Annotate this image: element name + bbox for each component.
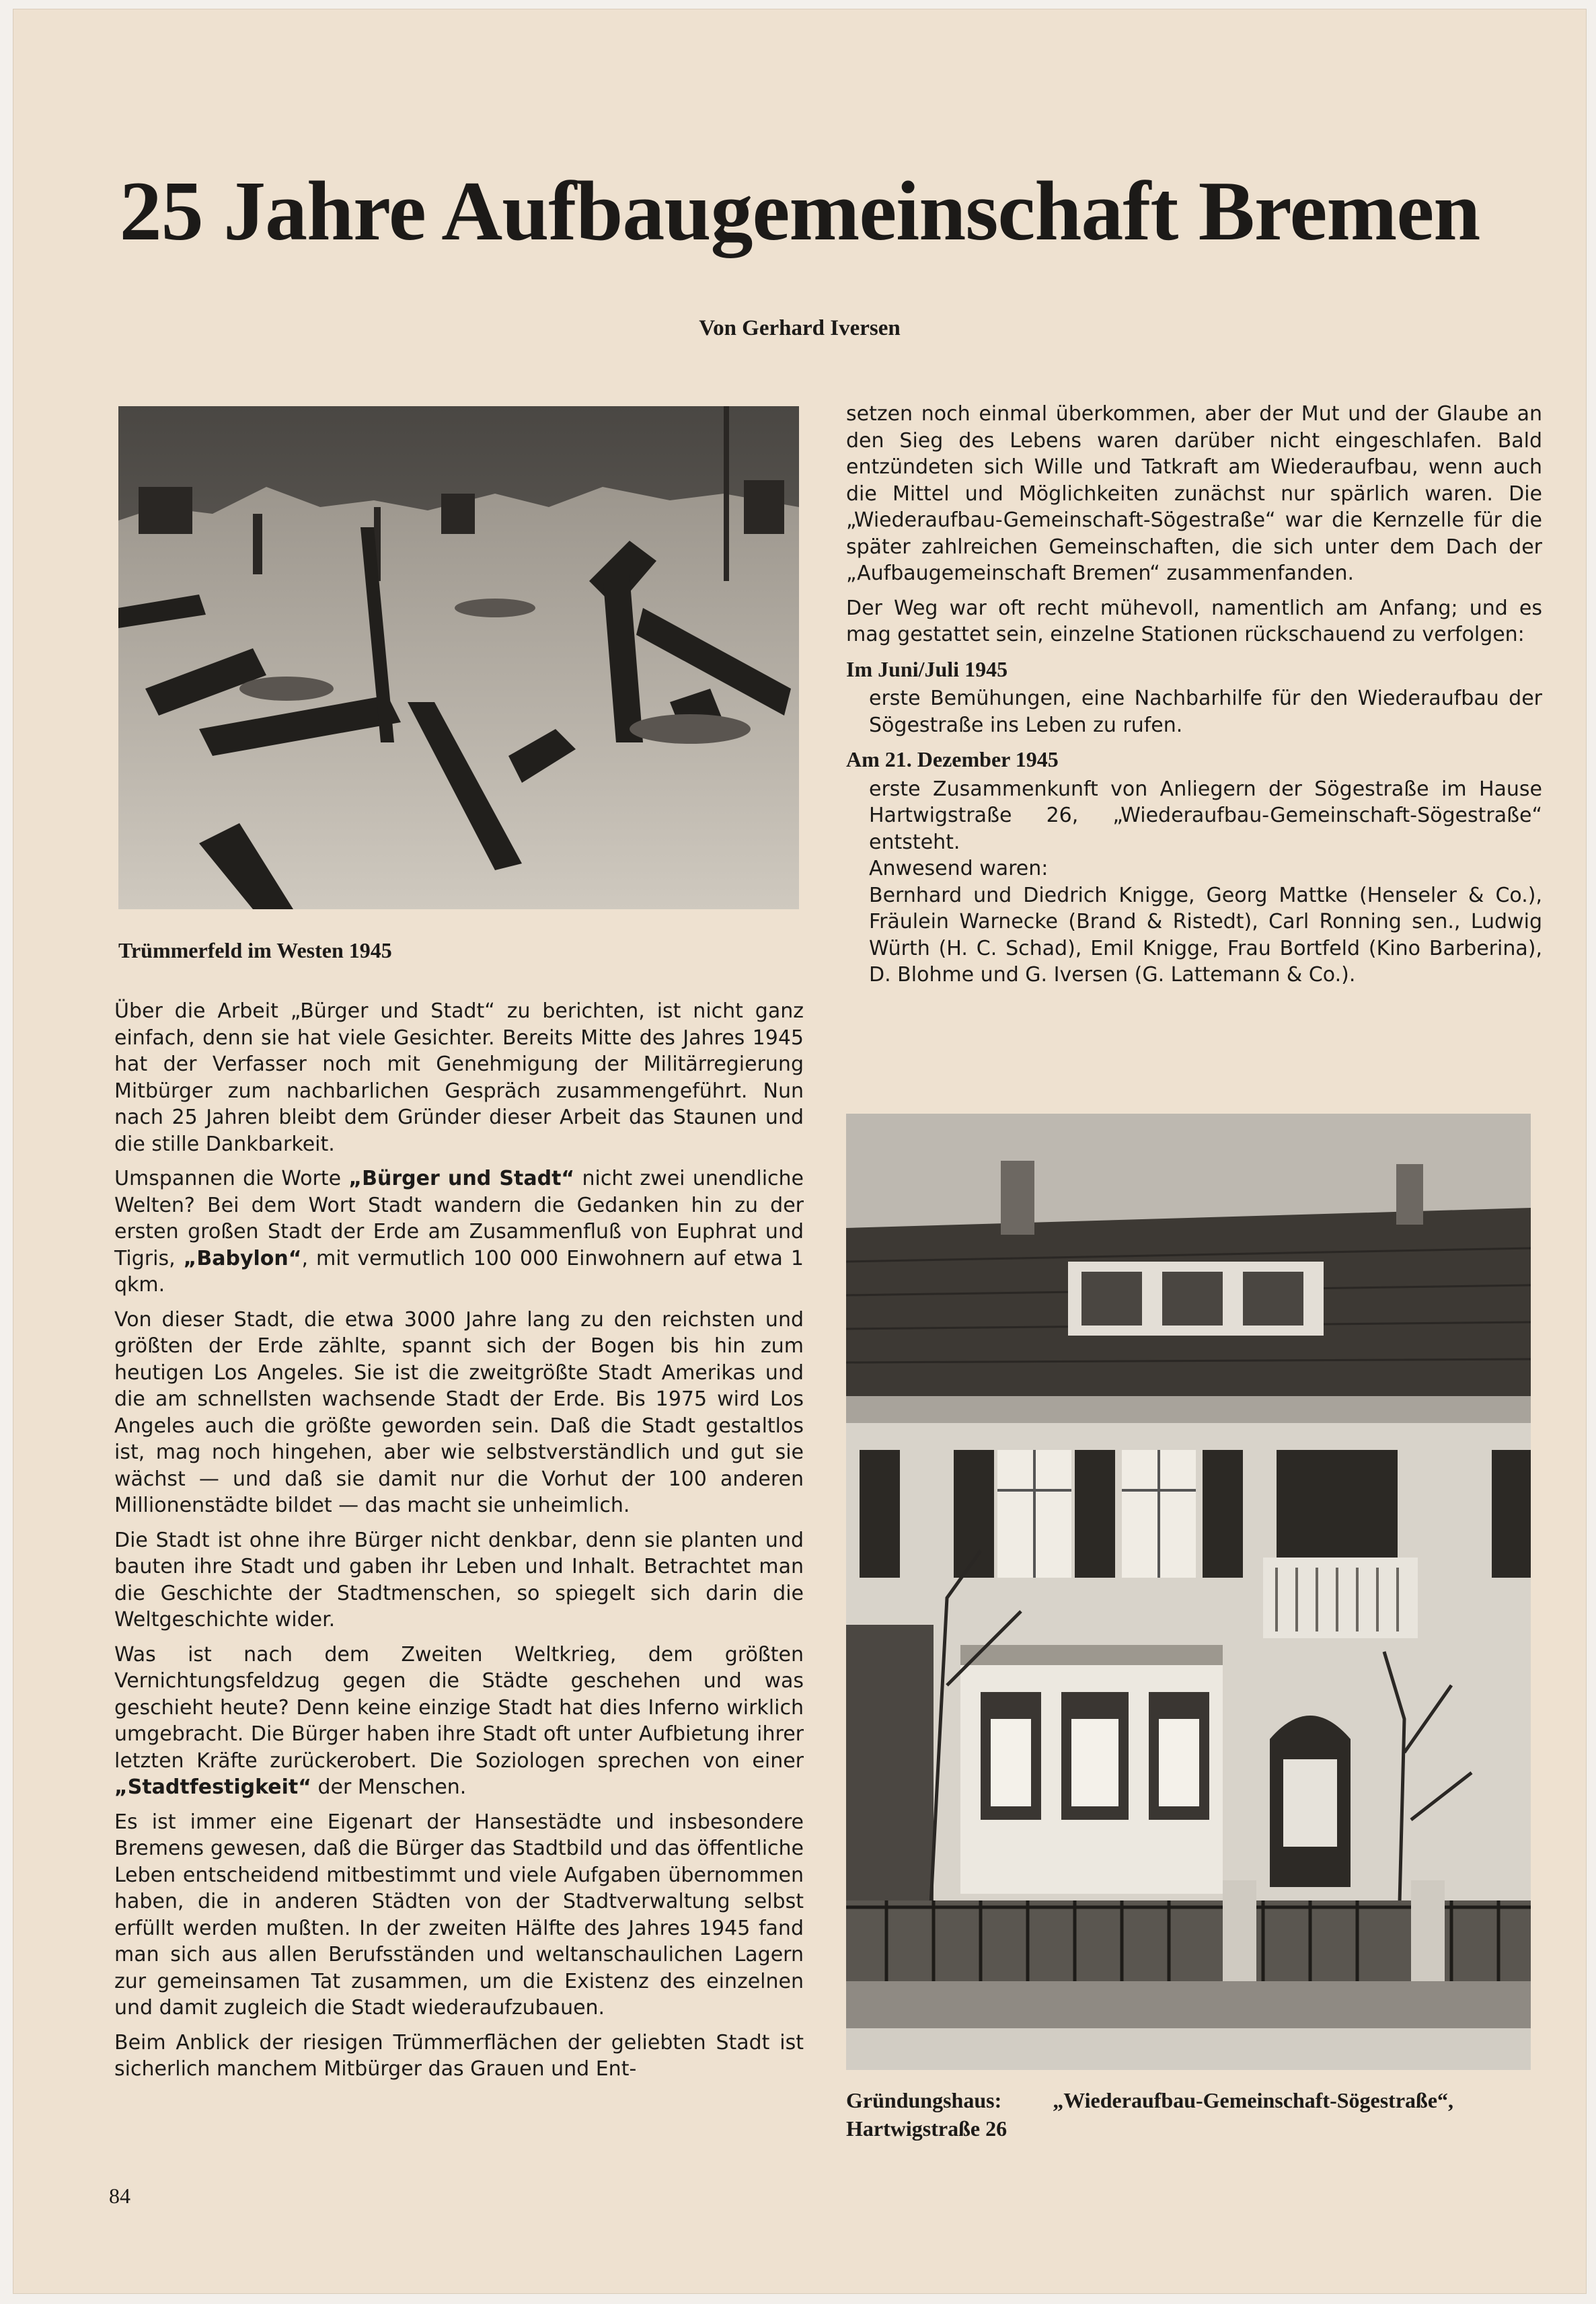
caption-address: Hartwigstraße 26 bbox=[846, 2116, 1008, 2141]
house-photo-caption bbox=[846, 2086, 1546, 2143]
paragraph: Umspannen die Worte „Bürger und Stadt“ nicht zwei unendliche Welten? Bei dem Wort Stadt wandern die Gedanken hin zu der ersten großen Stadt der Erde am Zusammenfluß von Euphrat und Tigris, „Babylon“, mit vermutlich 100 000 Einwohnern auf etwa 1 qkm. bbox=[114, 1167, 804, 1297]
caption-label: Gründungshaus: bbox=[846, 2088, 1002, 2112]
article-title: 25 Jahre Aufbaugemeinschaft Bremen bbox=[119, 165, 1480, 258]
paragraph: Über die Arbeit „Bürger und Stadt“ zu berichten, ist nicht ganz einfach, denn sie hat viele Gesichter. Bereits Mitte des Jahres 1945 hat der Verfasser noch mit Genehmigung der Militärregierung Mitbürger zum nachbarlichen Gespräch zusammengeführt. Nun nach 25 Jahren bleibt dem Gründer dieser Arbeit das Staunen und die stille Dankbarkeit. bbox=[114, 999, 804, 1156]
caption-house-name: „Wiederaufbau-Gemeinschaft-Sögestraße“, bbox=[1053, 2088, 1454, 2112]
paragraph: Die Stadt ist ohne ihre Bürger nicht denkbar, denn sie planten und bauten ihre Stadt und gaben ihr Leben und Inhalt. Betrachtet man die Geschichte der Stadtmenschen, so spiegelt sich darin die Weltgeschichte wider. bbox=[114, 1528, 804, 1631]
timeline-date: Im Juni/Juli 1945 bbox=[846, 656, 1008, 681]
timeline-entry: erste Zusammenkunft von Anliegern der Sögestraße im Hause Hartwigstraße 26, „Wiederaufbau-Gemeinschaft-Sögestraße“ entsteht. Anwesend waren: bbox=[869, 777, 1542, 880]
paragraph: setzen noch einmal überkommen, aber der Mut und der Glaube an den Sieg des Lebens waren darüber nicht eingeschlafen. Bald entzündeten sich Wille und Tatkraft am Wiederaufbau, wenn auch die Mittel und Möglichkeiten zunächst nur spärlich waren. Die „Wiederaufbau-Gemeinschaft-Sögestraße“ war die Kernzelle für die später zahlreichen Gemeinschaften, die sich unter dem Dach der „Aufbaugemeinschaft Bremen“ zusammenfanden. bbox=[846, 402, 1542, 585]
timeline-entry: erste Bemühungen, eine Nachbarhilfe für den Wiederaufbau der Sögestraße ins Leben zu rufen. bbox=[869, 687, 1542, 737]
article-byline: Von Gerhard Iversen bbox=[699, 316, 901, 340]
left-text-column bbox=[114, 998, 804, 2091]
paragraph: Was ist nach dem Zweiten Weltkrieg, dem größten Vernichtungsfeldzug gegen die Städte geschehen und was geschieht heute? Denn keine einzige Stadt hat dies Inferno wirklich umgebracht. Die Bürger haben ihre Stadt oft unter Aufbietung ihrer letzten Kräfte zurückerobert. Die Soziologen sprechen von einer „Stadtfestigkeit“ der Menschen. bbox=[114, 1642, 804, 1799]
attendee-list: Bernhard und Diedrich Knigge, Georg Mattke (Henseler & Co.), Fräulein Warnecke (Brand & Ristedt), Carl Ronning sen., Ludwig Würth (H. C. Schad), Emil Knigge, Frau Bortfeld (Kino Barberina), D. Blohme und G. Iversen (G. Lattemann & Co.). bbox=[869, 883, 1542, 987]
ruins-photo-caption: Trümmerfeld im Westen 1945 bbox=[118, 938, 392, 962]
ruins-photo bbox=[118, 406, 799, 909]
paragraph: Es ist immer eine Eigenart der Hansestädte und insbesondere Bremens gewesen, daß die Bürger das Stadtbild und das öffentliche Leben entscheidend mitbestimmt und viele Aufgaben übernommen haben, die in anderen Städten von der Stadtverwaltung selbst erfüllt werden mußten. In der zweiten Hälfte des Jahres 1945 fand man sich aus allen Berufsständen und weltanschaulichen Lagern zur gemeinsamen Tat zusammen, um die Existenz des einzelnen und damit zugleich die Stadt wiederaufzubauen. bbox=[114, 1810, 804, 2020]
house-photo bbox=[846, 1114, 1531, 2070]
timeline-date: Am 21. Dezember 1945 bbox=[846, 747, 1059, 771]
page-number: 84 bbox=[109, 2184, 130, 2208]
paragraph: Der Weg war oft recht mühevoll, namentlich am Anfang; und es mag gestattet sein, einzelne Stationen rückschauend zu verfolgen: bbox=[846, 596, 1542, 646]
magazine-page bbox=[13, 9, 1586, 2293]
paragraph: Beim Anblick der riesigen Trümmerflächen der geliebten Stadt ist sicherlich manchem Mitbürger das Grauen und Ent- bbox=[114, 2030, 804, 2081]
paragraph: Von dieser Stadt, die etwa 3000 Jahre lang zu den reichsten und größten der Erde zählte, spannt sich der Bogen bis hin zum heutigen Los Angeles. Sie ist die zweitgrößte Stadt Amerikas und die am schnellsten wachsende Stadt der Erde. Bis 1975 wird Los Angeles auch die größte geworden sein. Daß die Stadt gestaltlos ist, mag noch hingehen, aber wie selbstverständlich und gut sie wächst — und daß sie damit nur die Vorhut der 100 anderen Millionenstädte bildet — das macht sie unheimlich. bbox=[114, 1307, 804, 1517]
right-text-column bbox=[846, 401, 1542, 997]
